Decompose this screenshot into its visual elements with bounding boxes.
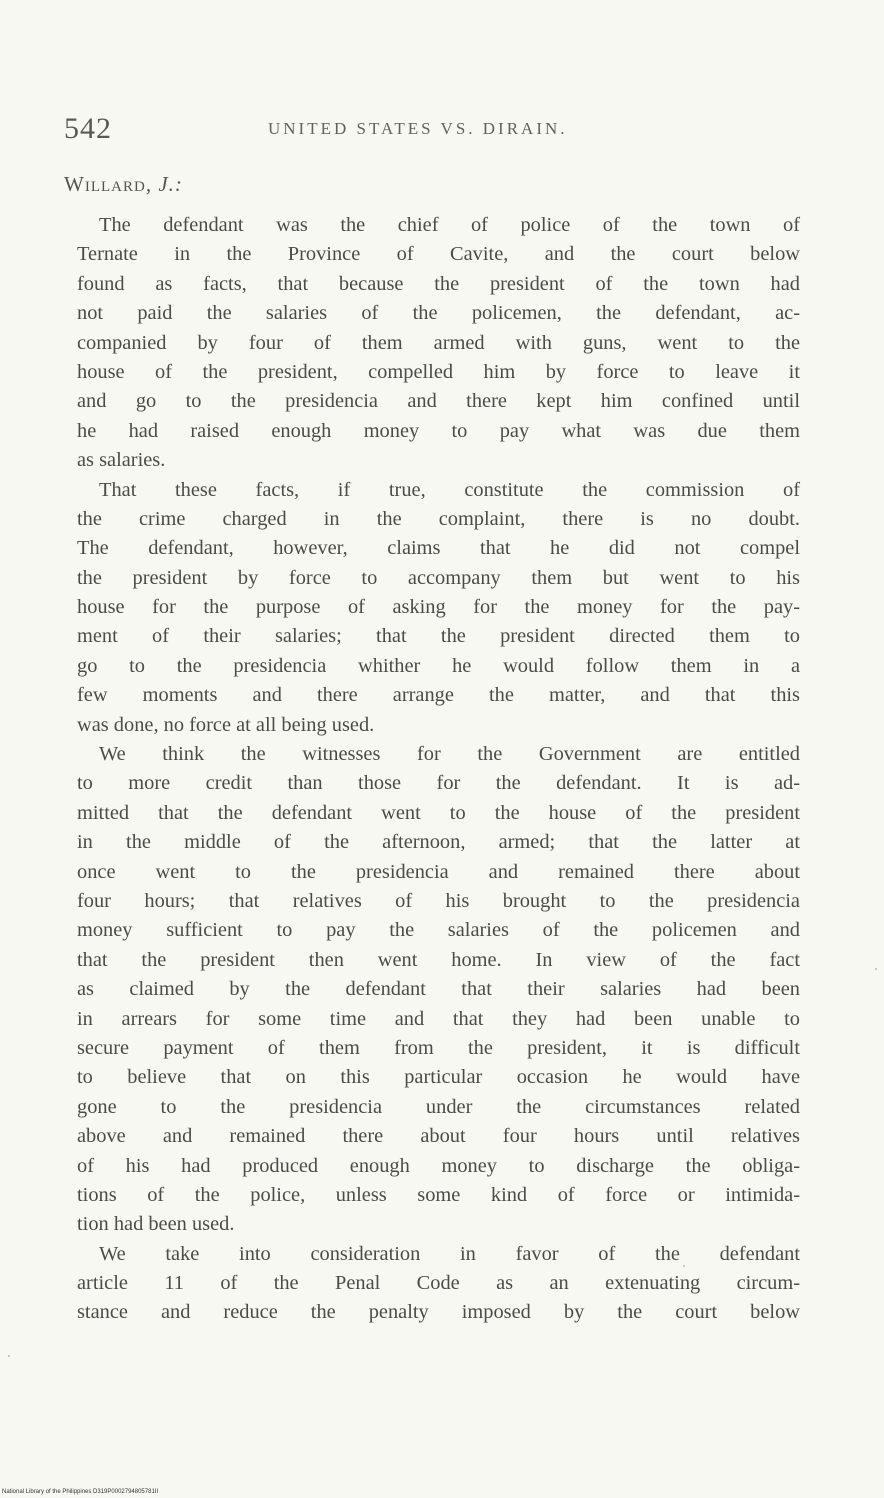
- text-line: as salaries.: [77, 449, 166, 472]
- text-line: go to the presidencia whither he would follow them in a: [77, 654, 800, 677]
- text-line: companied by four of them armed with guns, went to the: [77, 331, 800, 354]
- paragraph: [77, 211, 800, 476]
- scan-speck: [8, 1355, 10, 1357]
- text-line: That these facts, if true, constitute the commission of: [99, 478, 800, 501]
- text-line: to more credit than those for the defendant. It is ad-: [77, 772, 800, 795]
- text-line: the crime charged in the complaint, there is no doubt.: [77, 507, 800, 530]
- paragraph: [77, 476, 800, 741]
- text-line: and go to the presidencia and there kept him confined until: [77, 390, 800, 413]
- text-line: tion had been used.: [77, 1213, 235, 1236]
- text-line: found as facts, that because the president of the town had: [77, 272, 800, 295]
- text-line: not paid the salaries of the policemen, the defendant, ac-: [77, 302, 800, 325]
- text-line: four hours; that relatives of his brought to the presidencia: [77, 889, 800, 912]
- opinion-author: [64, 172, 183, 197]
- text-line: secure payment of them from the president, it is difficult: [77, 1036, 800, 1059]
- text-line: stance and reduce the penalty imposed by the court below: [77, 1301, 800, 1324]
- running-title: UNITED STATES VS. DIRAIN.: [268, 119, 568, 138]
- text-line: to believe that on this particular occasion he would have: [77, 1066, 800, 1089]
- scan-speck: [683, 1265, 685, 1267]
- judge-name: Willard: [64, 172, 146, 196]
- text-line: house of the president, compelled him by force to leave it: [77, 360, 800, 383]
- text-line: gone to the presidencia under the circumstances related: [77, 1095, 800, 1118]
- text-line: mitted that the defendant went to the house of the president: [77, 801, 800, 824]
- text-line: money sufficient to pay the salaries of the policemen and: [77, 919, 800, 942]
- scan-speck: [875, 968, 877, 970]
- text-line: house for the purpose of asking for the money for the pay-: [77, 596, 800, 619]
- text-line: above and remained there about four hours until relatives: [77, 1125, 800, 1148]
- paragraph: [77, 740, 800, 1240]
- text-line: as claimed by the defendant that their salaries had been: [77, 978, 800, 1001]
- page-number: 542: [64, 112, 112, 145]
- text-line: ment of their salaries; that the president directed them to: [77, 625, 800, 648]
- text-line: The defendant was the chief of police of the town of: [99, 214, 800, 236]
- text-line: he had raised enough money to pay what was due them: [77, 419, 800, 442]
- text-line: once went to the presidencia and remained there about: [77, 860, 800, 883]
- text-line: tions of the police, unless some kind of force or intimida-: [77, 1183, 800, 1206]
- text-line: We take into consideration in favor of the defendant: [99, 1242, 800, 1265]
- text-line: that the president then went home. In view of the fact: [77, 948, 800, 971]
- opinion-body: [77, 211, 800, 1328]
- text-line: of his had produced enough money to discharge the obliga-: [77, 1154, 800, 1177]
- text-line: in arrears for some time and that they had been unable to: [77, 1007, 800, 1030]
- text-line: few moments and there arrange the matter, and that this: [77, 684, 800, 707]
- text-line: Ternate in the Province of Cavite, and the court below: [77, 243, 800, 266]
- text-line: was done, no force at all being used.: [77, 713, 375, 736]
- text-line: The defendant, however, claims that he did not compel: [77, 537, 800, 560]
- paragraph: [77, 1240, 800, 1328]
- text-line: the president by force to accompany them but went to his: [77, 566, 800, 589]
- running-head: [64, 112, 804, 152]
- text-line: article 11 of the Penal Code as an extenuating circum-: [77, 1272, 800, 1295]
- text-line: in the middle of the afternoon, armed; that the latter at: [77, 831, 800, 854]
- judge-title: , J.:: [145, 172, 183, 196]
- scan-attribution: National Library of the Philippines D319P0002794805781II: [2, 1489, 159, 1495]
- text-line: We think the witnesses for the Government are entitled: [99, 743, 800, 766]
